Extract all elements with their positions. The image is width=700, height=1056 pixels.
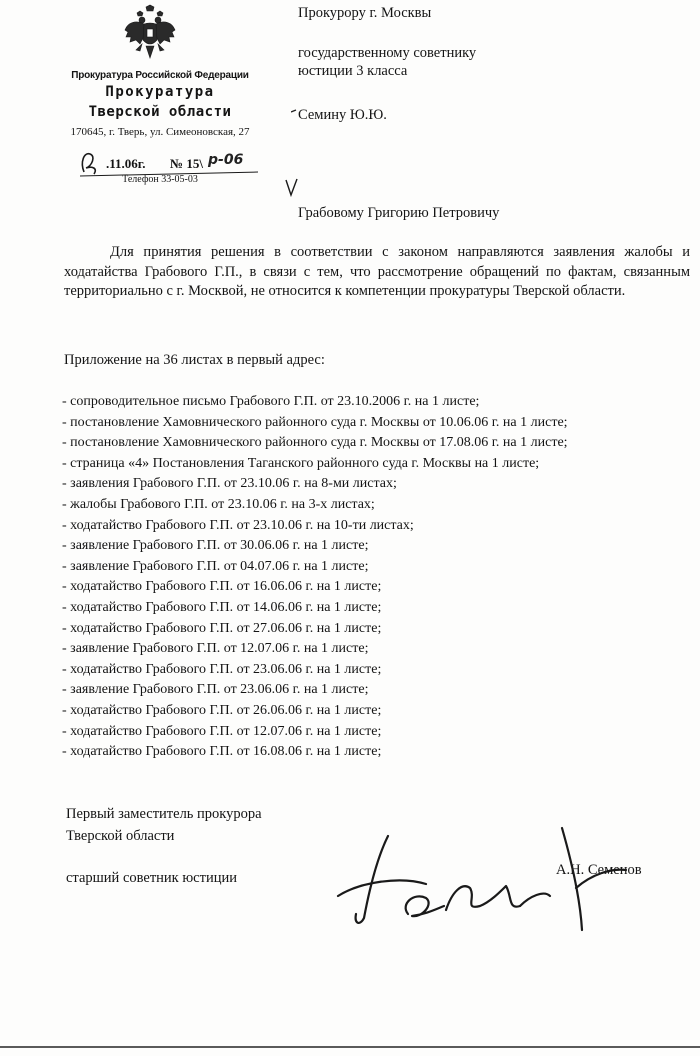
addressee-line-5: Грабовому Григорию Петровичу <box>298 205 500 221</box>
attachment-title: Приложение на 36 листах в первый адрес: <box>64 352 325 368</box>
signatory-rank: старший советник юстиции <box>66 870 237 886</box>
list-item: - ходатайство Грабового Г.П. от 23.06.06 г. на 1 листе; <box>62 661 382 677</box>
attachment-list <box>62 392 692 763</box>
addressee-line-2: государственному советнику <box>298 45 477 61</box>
organization-phone: Телефон 33-05-03 <box>122 174 198 185</box>
addressee-line-4: Семину Ю.Ю. <box>298 107 387 123</box>
reference-handwritten-suffix: р-06 <box>208 152 244 168</box>
list-item: - ходатайство Грабового Г.П. от 16.08.06 г. на 1 листе; <box>62 744 382 760</box>
list-item: - постановление Хамовнического районного суда г. Москвы от 10.06.06 г. на 1 листе; <box>62 414 568 430</box>
organization-name-title: Прокуратура <box>105 84 215 100</box>
outgoing-reference <box>78 152 278 174</box>
double-headed-eagle-icon <box>122 4 178 64</box>
list-item: - ходатайство Грабового Г.П. от 27.06.06 г. на 1 листе; <box>62 620 382 636</box>
list-item: - ходатайство Грабового Г.П. от 23.10.06 г. на 10-ти листах; <box>62 517 414 533</box>
pen-mark <box>291 109 297 113</box>
list-item: - постановление Хамовнического районного суда г. Москвы от 17.08.06 г. на 1 листе; <box>62 435 568 451</box>
reference-date: .11.06г. <box>106 156 146 171</box>
organization-name-small: Прокуратура Российской Федерации <box>71 70 249 81</box>
handwritten-signature-icon <box>330 826 630 936</box>
list-item: - ходатайство Грабового Г.П. от 14.06.06 г. на 1 листе; <box>62 599 382 615</box>
list-item: - заявление Грабового Г.П. от 12.07.06 г. на 1 листе; <box>62 641 369 657</box>
addressee-line-1: Прокурору г. Москвы <box>298 5 432 21</box>
signatory-position: Первый заместитель прокурора <box>66 806 262 822</box>
list-item: - заявление Грабового Г.П. от 04.07.06 г. на 1 листе; <box>62 558 369 574</box>
organization-address: 170645, г. Тверь, ул. Симеоновская, 27 <box>70 126 250 138</box>
checkmark-icon <box>284 178 300 198</box>
signatory-name: А.Н. Семенов <box>556 862 642 878</box>
list-item: - страница «4» Постановления Таганского районного суда г. Москвы на 1 листе; <box>62 455 540 471</box>
main-paragraph: Для принятия решения в соответствии с законом направляются заявления жалобы и ходатайства Грабового Г.П., в связи с тем, что рассмотрение обращений по фактам, связанным территориально с г. Москвой, не относится к компетенции прокуратуры Тверской области. <box>64 244 690 300</box>
list-item: - ходатайство Грабового Г.П. от 16.06.06 г. на 1 листе; <box>62 579 382 595</box>
list-item: - ходатайство Грабового Г.П. от 26.06.06 г. на 1 листе; <box>62 702 382 718</box>
scan-edge-line <box>0 1046 700 1048</box>
list-item: - заявление Грабового Г.П. от 30.06.06 г. на 1 листе; <box>62 538 369 554</box>
list-item: - ходатайство Грабового Г.П. от 12.07.06 г. на 1 листе; <box>62 723 382 739</box>
signatory-region: Тверской области <box>66 828 175 844</box>
addressee-line-3: юстиции 3 класса <box>298 63 408 79</box>
list-item: - заявления Грабового Г.П. от 23.10.06 г. на 8-ми листах; <box>62 476 397 492</box>
organization-region: Тверской области <box>88 104 232 120</box>
list-item: - жалобы Грабового Г.П. от 23.10.06 г. на 3-х листах; <box>62 496 375 512</box>
reference-number: № 15\ <box>170 156 203 171</box>
list-item: - сопроводительное письмо Грабового Г.П. от 23.10.2006 г. на 1 листе; <box>62 394 480 409</box>
list-item: - заявление Грабового Г.П. от 23.06.06 г. на 1 листе; <box>62 682 369 698</box>
